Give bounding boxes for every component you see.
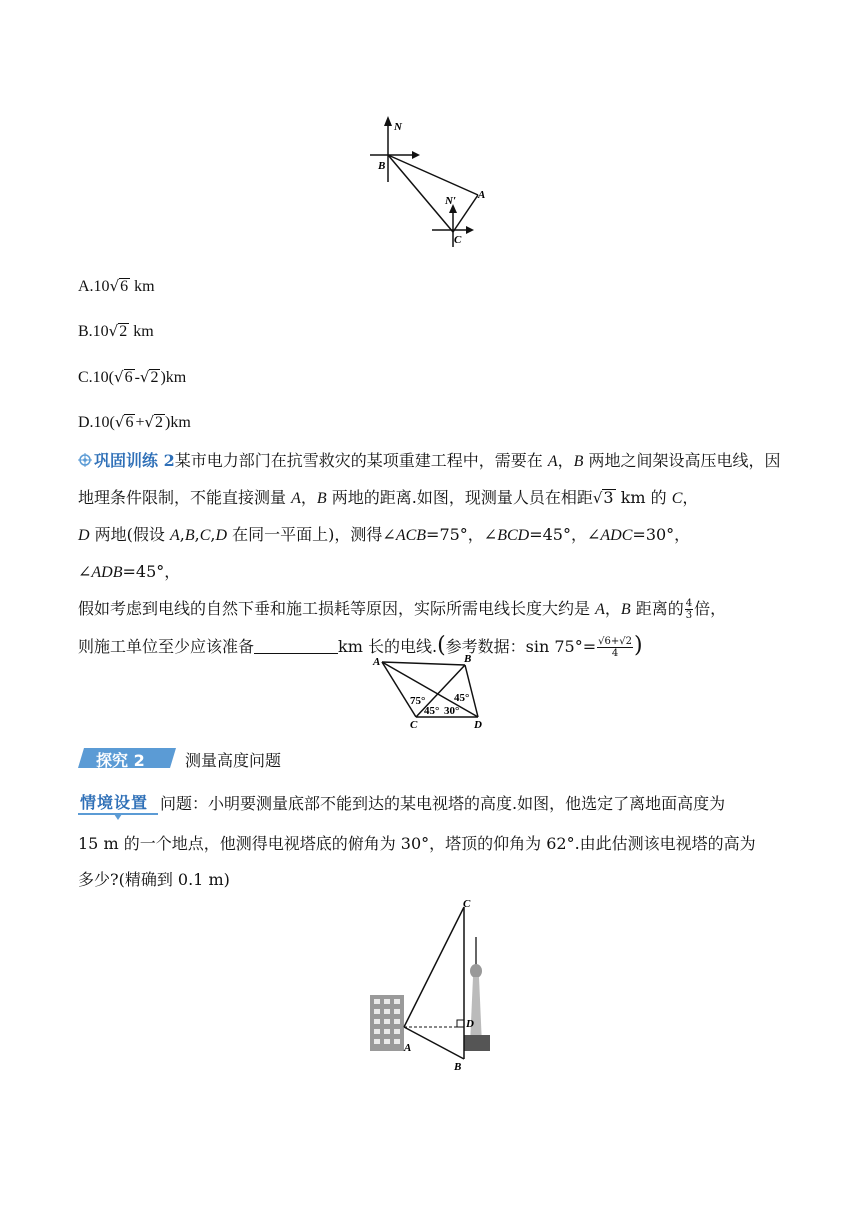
trees <box>464 1035 490 1051</box>
section-badge: 探究 2 <box>78 746 178 770</box>
segment-ac <box>453 195 478 232</box>
segment-ab <box>404 1027 464 1059</box>
svg-text:B: B <box>464 653 472 665</box>
exercise-badge: 巩固训练 2 <box>78 443 175 479</box>
svg-text:75°: 75° <box>410 695 426 707</box>
svg-text:C: C <box>463 898 471 910</box>
segment-ba <box>388 155 478 195</box>
label-n-prime: N′ <box>445 195 457 207</box>
label-a: A <box>478 189 486 201</box>
svg-text:A: A <box>373 656 381 668</box>
figure-quadrilateral <box>370 652 490 732</box>
answer-blank[interactable] <box>254 637 338 654</box>
scenario-badge: 情境设置 <box>78 790 158 820</box>
label-n: N <box>394 121 402 133</box>
exercise-paragraph: 巩固训练 2某市电力部门在抗雪救灾的某项重建工程中，需要在 A，B 两地之间架设高压电线，因地理条件限制，不能直接测量 A，B 两地的距离.如图，现测量人员在相距√3 km 的 C， D 两地(假设 A,B,C,D 在同一平面上)，测得∠ACB=75°，∠BCD=45°，∠ADC=30°，∠ADB=45°， 假如考虑到电线的自然下垂和施工损耗等原因，实际所需电线长度大约是 A，B 距离的 $\frac{4}{3}$ 倍， 则施工单位至少应该准备 km 长的电线.(参考数据：sin 75°= $\frac{√6+√2}{4}$ ) <box>78 443 788 665</box>
svg-text:45°: 45° <box>424 705 440 717</box>
scenario-line-3: 多少?(精确到 0.1 m) <box>78 870 230 889</box>
option-b[interactable]: B.10√2 km <box>78 322 154 340</box>
target-icon <box>78 453 94 467</box>
fraction-sin75: $\frac{√6+√2}{4}$ <box>598 636 633 659</box>
svg-text:B: B <box>454 1061 462 1073</box>
option-c[interactable]: C.10(√6 -√2 )km <box>78 368 187 386</box>
figure-tv-tower <box>360 895 500 1075</box>
segment-ac <box>404 907 464 1027</box>
label-b: B <box>378 160 386 172</box>
option-a[interactable]: A.10√6 km <box>78 277 155 295</box>
svg-text:C: C <box>410 719 418 731</box>
svg-text:45°: 45° <box>454 692 470 704</box>
svg-text:D: D <box>466 1018 474 1030</box>
label-c: C <box>454 234 462 246</box>
section-title: 测量高度问题 <box>185 751 282 770</box>
scenario-line-2: 15 m 的一个地点，他测得电视塔底的俯角为 30°，塔顶的仰角为 62°.由此估测该电视塔的高为 <box>78 834 756 853</box>
option-d[interactable]: D.10(√6 +√2 )km <box>78 413 191 431</box>
svg-text:D: D <box>474 719 482 731</box>
svg-text:A: A <box>404 1042 412 1054</box>
scenario-line-1: 问题：小明要测量底部不能到达的某电视塔的高度.如图，他选定了离地面高度为 <box>160 794 726 813</box>
figure-compass-triangle <box>360 112 490 252</box>
segment-bc <box>388 155 453 232</box>
right-angle-mark <box>457 1020 464 1027</box>
north-arrow-b <box>384 116 392 126</box>
svg-text:30°: 30° <box>444 705 460 717</box>
fraction-four-thirds: $\frac{4}{3}$ <box>685 598 693 621</box>
